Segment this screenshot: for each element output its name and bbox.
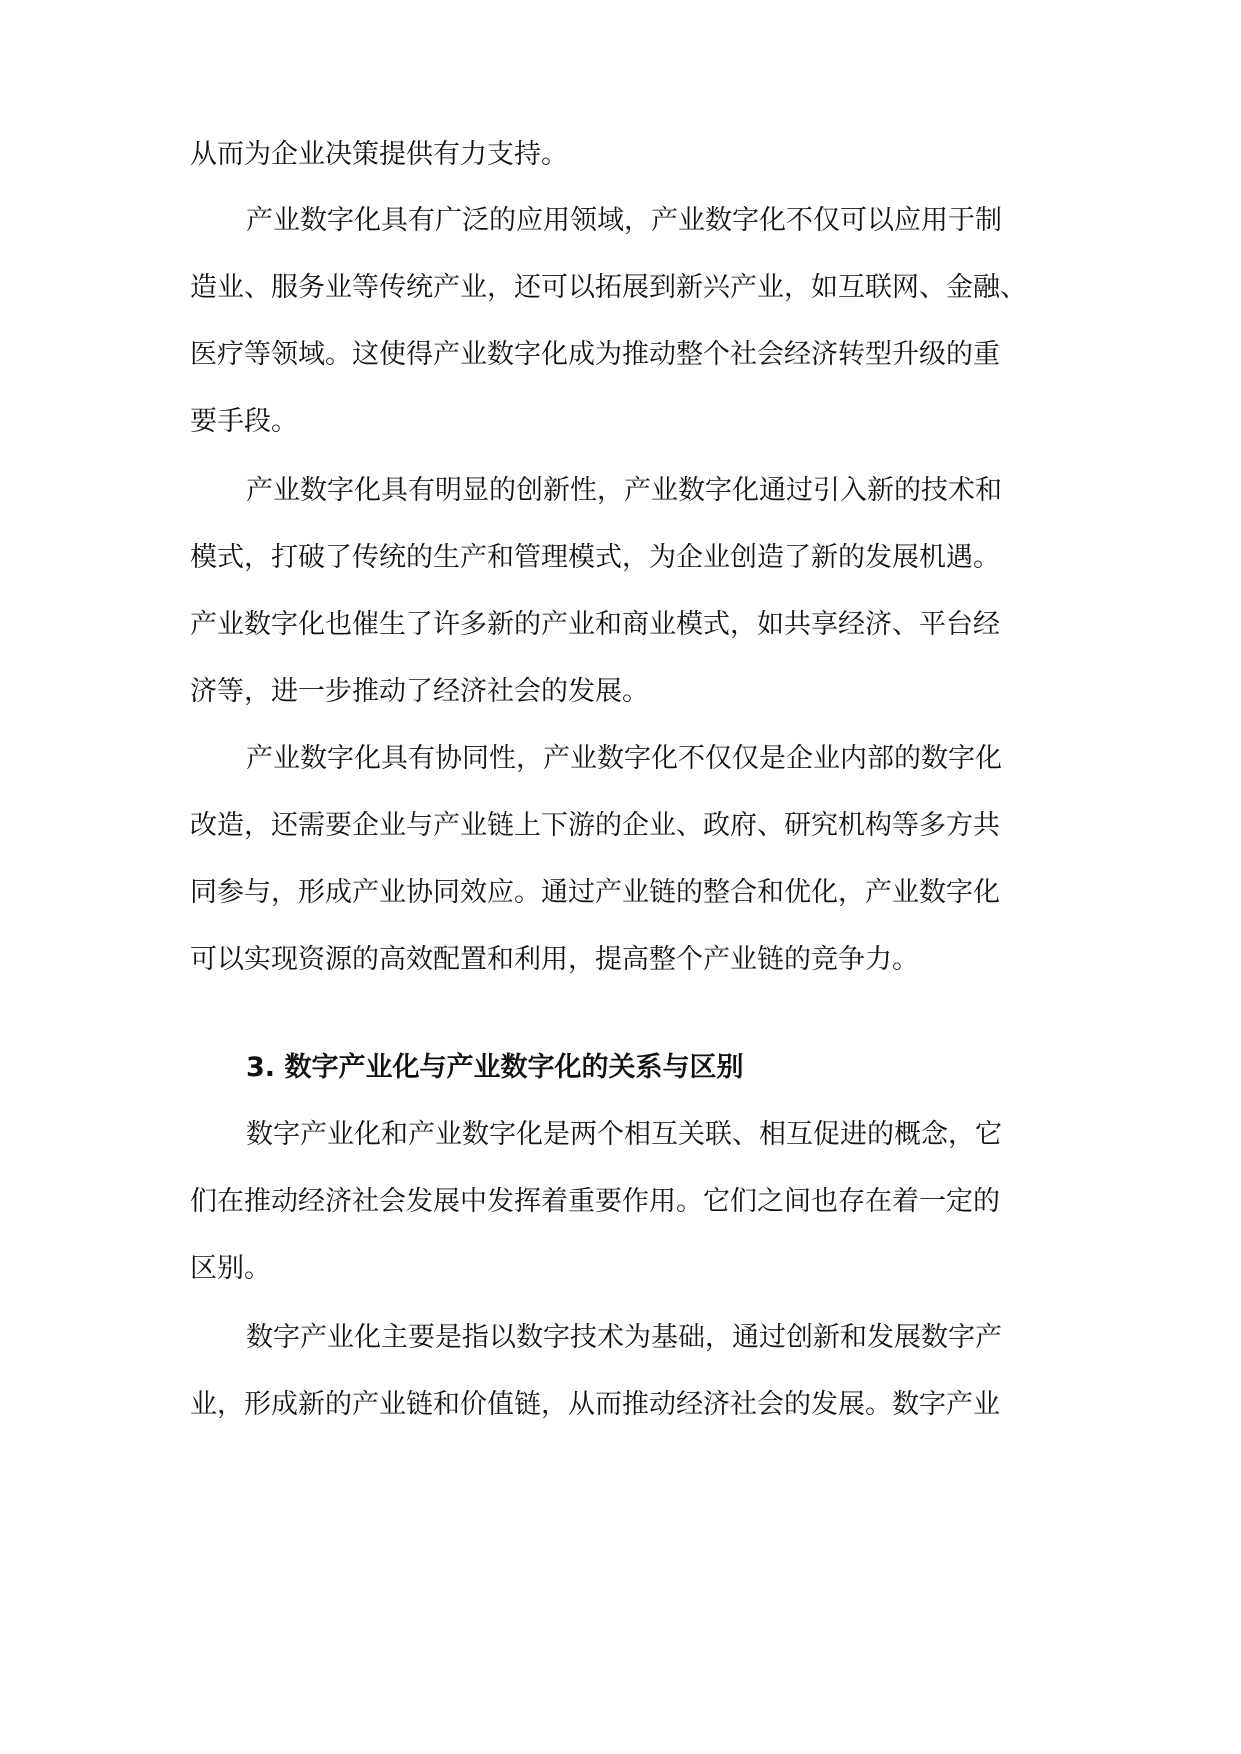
text-line: 造业、服务业等传统产业，还可以拓展到新兴产业，如互联网、金融、: [190, 272, 1027, 303]
paragraph-first-line: 产业数字化具有广泛的应用领域，产业数字化不仅可以应用于制: [246, 205, 1002, 236]
text-line: 济等，进一步推动了经济社会的发展。: [190, 676, 649, 707]
paragraph-first-line: 数字产业化主要是指以数字技术为基础，通过创新和发展数字产: [246, 1322, 1002, 1353]
text-line: 同参与，形成产业协同效应。通过产业链的整合和优化，产业数字化: [190, 877, 1000, 908]
section-heading: 3. 数字产业化与产业数字化的关系与区别: [246, 1052, 744, 1083]
text-line: 区别。: [190, 1253, 271, 1284]
text-line: 可以实现资源的高效配置和利用，提高整个产业链的竞争力。: [190, 944, 919, 975]
text-line: 们在推动经济社会发展中发挥着重要作用。它们之间也存在着一定的: [190, 1186, 1000, 1217]
paragraph-first-line: 产业数字化具有明显的创新性，产业数字化通过引入新的技术和: [246, 475, 1002, 506]
paragraph-first-line: 产业数字化具有协同性，产业数字化不仅仅是企业内部的数字化: [246, 743, 1002, 774]
text-line: 改造，还需要企业与产业链上下游的企业、政府、研究机构等多方共: [190, 810, 1000, 841]
text-line: 模式，打破了传统的生产和管理模式，为企业创造了新的发展机遇。: [190, 542, 1000, 573]
text-line: 产业数字化也催生了许多新的产业和商业模式，如共享经济、平台经: [190, 609, 1000, 640]
text-line: 从而为企业决策提供有力支持。: [190, 139, 568, 170]
paragraph-first-line: 数字产业化和产业数字化是两个相互关联、相互促进的概念，它: [246, 1119, 1002, 1150]
text-line: 要手段。: [190, 406, 298, 437]
text-line: 医疗等领域。这使得产业数字化成为推动整个社会经济转型升级的重: [190, 339, 1000, 370]
text-line: 业，形成新的产业链和价值链，从而推动经济社会的发展。数字产业: [190, 1389, 1000, 1420]
